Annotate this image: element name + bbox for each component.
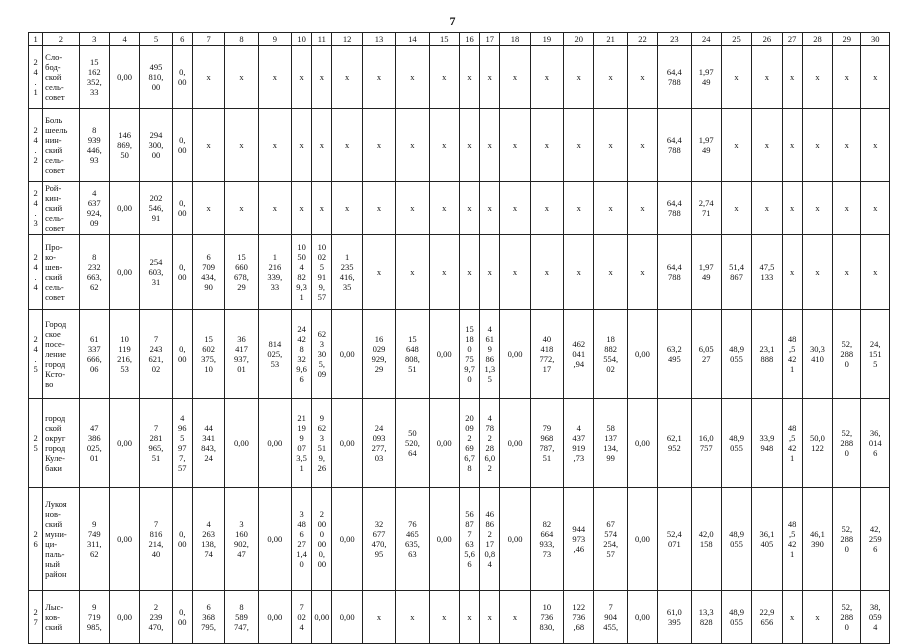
table-cell: 4 263 138, 74 — [192, 488, 224, 591]
table-cell: x — [192, 109, 224, 182]
table-cell: 2 6 — [29, 488, 43, 591]
table-cell: 8 232 663, 62 — [79, 235, 109, 310]
table-cell: 9 719 985, — [79, 591, 109, 644]
table-cell: x — [292, 46, 312, 109]
table-cell: 1,97 49 — [691, 46, 721, 109]
table-cell: 40 418 772, 17 — [530, 310, 563, 399]
table-cell: x — [459, 182, 479, 235]
table-cell: x — [500, 109, 530, 182]
table-cell: 15 660 678, 29 — [225, 235, 258, 310]
column-header: 5 — [140, 33, 172, 46]
table-cell: 10 50 4 82 9,3 1 — [292, 235, 312, 310]
table-cell: x — [627, 235, 657, 310]
table-cell: 16 029 929, 29 — [362, 310, 395, 399]
table-cell: x — [752, 109, 782, 182]
table-cell: 4 437 919 ,73 — [564, 399, 594, 488]
table-cell: x — [500, 182, 530, 235]
table-cell: 2 4 . 1 — [29, 46, 43, 109]
table-cell: x — [627, 46, 657, 109]
table-cell: x — [594, 46, 627, 109]
table-cell: x — [802, 109, 832, 182]
table-cell: 36 417 937, 01 — [225, 310, 258, 399]
table-cell: x — [530, 182, 563, 235]
table-cell: 24 093 277, 03 — [362, 399, 395, 488]
table-cell: 0,00 — [109, 399, 139, 488]
table-cell: 7 243 621, 02 — [140, 310, 172, 399]
table-cell: x — [833, 46, 861, 109]
table-cell: x — [396, 235, 429, 310]
table-cell: 46 86 2 17 0,8 4 — [480, 488, 500, 591]
table-cell: 2 4 . 4 — [29, 235, 43, 310]
table-cell: 4 61 9 86 1,3 5 — [480, 310, 500, 399]
column-header: 22 — [627, 33, 657, 46]
table-cell: x — [312, 46, 332, 109]
table-cell: 48 ,5 42 1 — [782, 310, 802, 399]
table-cell: 6,05 27 — [691, 310, 721, 399]
column-header: 2 — [43, 33, 79, 46]
column-header: 23 — [658, 33, 691, 46]
column-header: 9 — [258, 33, 291, 46]
table-cell: x — [594, 182, 627, 235]
table-cell: x — [833, 109, 861, 182]
table-cell: 46,1 390 — [802, 488, 832, 591]
table-cell: 0,00 — [332, 591, 362, 644]
table-cell: 0,00 — [429, 310, 459, 399]
table-cell: 48,9 055 — [721, 488, 751, 591]
table-cell: 4 78 2 28 6,0 2 — [480, 399, 500, 488]
table-cell: 122 736 ,68 — [564, 591, 594, 644]
table-row — [29, 235, 890, 310]
municipality-name-cell: Город ское посе- ление город Ксто- во — [43, 310, 79, 399]
table-cell: 63,2 495 — [658, 310, 691, 399]
table-cell: 79 968 787, 51 — [530, 399, 563, 488]
header-row — [29, 33, 890, 46]
municipality-name-cell: Боль шеель нин- ский сель- совет — [43, 109, 79, 182]
table-cell: x — [627, 182, 657, 235]
table-row — [29, 46, 890, 109]
table-row — [29, 109, 890, 182]
table-cell: x — [721, 46, 751, 109]
table-cell: 2 4 . 3 — [29, 182, 43, 235]
table-cell: 0,00 — [627, 488, 657, 591]
column-header: 7 — [192, 33, 224, 46]
municipality-name-cell: Про- ко- шев- ский сель- совет — [43, 235, 79, 310]
table-cell: 9 749 311, 62 — [79, 488, 109, 591]
budget-table — [28, 32, 890, 644]
table-cell: x — [564, 109, 594, 182]
table-cell: x — [480, 109, 500, 182]
table-cell: 2 5 — [29, 399, 43, 488]
table-cell: 82 664 933, 73 — [530, 488, 563, 591]
table-cell: x — [833, 182, 861, 235]
table-cell: x — [396, 109, 429, 182]
column-header: 29 — [833, 33, 861, 46]
table-cell: x — [429, 235, 459, 310]
table-cell: 495 810, 00 — [140, 46, 172, 109]
table-cell: 58 137 134, 99 — [594, 399, 627, 488]
table-cell: x — [721, 182, 751, 235]
table-row — [29, 488, 890, 591]
column-header: 10 — [292, 33, 312, 46]
table-cell: 294 300, 00 — [140, 109, 172, 182]
table-cell: 0,00 — [332, 399, 362, 488]
table-cell: 15 648 808, 51 — [396, 310, 429, 399]
table-cell: 7 816 214, 40 — [140, 488, 172, 591]
column-header: 14 — [396, 33, 429, 46]
table-cell: 0,00 — [312, 591, 332, 644]
table-cell: x — [459, 591, 479, 644]
table-cell: x — [480, 182, 500, 235]
table-cell: x — [429, 109, 459, 182]
table-cell: x — [802, 591, 832, 644]
column-header: 15 — [429, 33, 459, 46]
column-header: 1 — [29, 33, 43, 46]
municipality-name-cell: Сло- бод- ской сель- совет — [43, 46, 79, 109]
table-cell: 22,9 656 — [752, 591, 782, 644]
table-cell: x — [480, 46, 500, 109]
table-cell: x — [861, 182, 890, 235]
table-cell: 2,74 71 — [691, 182, 721, 235]
table-cell: 3 160 902, 47 — [225, 488, 258, 591]
column-header: 21 — [594, 33, 627, 46]
table-row — [29, 310, 890, 399]
table-cell: x — [258, 46, 291, 109]
table-cell: x — [802, 182, 832, 235]
page-number: 7 — [449, 14, 456, 28]
column-header: 20 — [564, 33, 594, 46]
table-cell: 48,9 055 — [721, 591, 751, 644]
table-cell: 0,00 — [627, 399, 657, 488]
table-cell: 50,0 122 — [802, 399, 832, 488]
table-cell: 814 025, 53 — [258, 310, 291, 399]
table-cell: 7 281 965, 51 — [140, 399, 172, 488]
table-cell: 10 02 5 91 9, 57 — [312, 235, 332, 310]
table-cell: 0,00 — [429, 488, 459, 591]
table-cell: 64,4 788 — [658, 109, 691, 182]
table-cell: 0,00 — [258, 399, 291, 488]
table-cell: 56 87 7 63 5,6 6 — [459, 488, 479, 591]
table-cell: 62,1 952 — [658, 399, 691, 488]
table-cell: 15 602 375, 10 — [192, 310, 224, 399]
table-cell: 0,00 — [109, 182, 139, 235]
table-cell: 64,4 788 — [658, 235, 691, 310]
table-cell: x — [861, 46, 890, 109]
table-cell: 10 119 216, 53 — [109, 310, 139, 399]
table-cell: 42, 259 6 — [861, 488, 890, 591]
table-cell: x — [292, 182, 312, 235]
column-header: 18 — [500, 33, 530, 46]
table-cell: x — [429, 46, 459, 109]
table-cell: x — [802, 46, 832, 109]
table-cell: x — [564, 182, 594, 235]
table-cell: x — [782, 591, 802, 644]
table-cell: 1 235 416, 35 — [332, 235, 362, 310]
table-cell: 0,00 — [332, 310, 362, 399]
table-cell: 0,00 — [627, 591, 657, 644]
table-cell: 0,00 — [332, 488, 362, 591]
table-cell: x — [459, 235, 479, 310]
table-cell: x — [627, 109, 657, 182]
table-cell: 36, 014 6 — [861, 399, 890, 488]
table-cell: x — [312, 182, 332, 235]
table-cell: 1,97 49 — [691, 109, 721, 182]
table-cell: 24, 151 5 — [861, 310, 890, 399]
table-cell: x — [292, 109, 312, 182]
table-cell: x — [258, 109, 291, 182]
column-header: 28 — [802, 33, 832, 46]
table-cell: x — [332, 46, 362, 109]
table-cell: 47 386 025, 01 — [79, 399, 109, 488]
table-cell: 6 368 795, — [192, 591, 224, 644]
table-cell: x — [480, 591, 500, 644]
table-cell: 0,00 — [109, 235, 139, 310]
table-cell: 0,00 — [627, 310, 657, 399]
table-cell: 30,3 410 — [802, 310, 832, 399]
table-cell: 48 ,5 42 1 — [782, 488, 802, 591]
table-cell: x — [258, 182, 291, 235]
table-cell: 44 341 843, 24 — [192, 399, 224, 488]
column-header: 19 — [530, 33, 563, 46]
table-cell: 50 520, 64 — [396, 399, 429, 488]
table-cell: 462 041 ,94 — [564, 310, 594, 399]
table-cell: x — [362, 46, 395, 109]
table-cell: 42,0 158 — [691, 488, 721, 591]
table-cell: x — [480, 235, 500, 310]
table-cell: 64,4 788 — [658, 46, 691, 109]
column-header: 16 — [459, 33, 479, 46]
table-cell: 3 48 6 27 1,4 0 — [292, 488, 312, 591]
table-cell: x — [429, 591, 459, 644]
table-cell: 0, 00 — [172, 46, 192, 109]
table-cell: x — [459, 46, 479, 109]
table-cell: 0,00 — [258, 488, 291, 591]
table-cell: x — [752, 46, 782, 109]
table-cell: x — [332, 182, 362, 235]
table-cell: 0, 00 — [172, 488, 192, 591]
table-cell: x — [530, 109, 563, 182]
table-cell: 13,3 828 — [691, 591, 721, 644]
column-header: 4 — [109, 33, 139, 46]
table-cell: 61 337 666, 06 — [79, 310, 109, 399]
municipality-name-cell: город ской округ город Куле- баки — [43, 399, 79, 488]
column-header: 11 — [312, 33, 332, 46]
table-cell: 1,97 49 — [691, 235, 721, 310]
table-cell: 15 162 352, 33 — [79, 46, 109, 109]
column-header: 30 — [861, 33, 890, 46]
table-cell: 2 7 — [29, 591, 43, 644]
table-cell: 38, 059 4 — [861, 591, 890, 644]
table-cell: 7 02 4 — [292, 591, 312, 644]
table-cell: 0, 00 — [172, 310, 192, 399]
table-cell: 6 709 434, 90 — [192, 235, 224, 310]
table-cell: x — [332, 109, 362, 182]
table-cell: 0,00 — [429, 399, 459, 488]
table-cell: x — [564, 235, 594, 310]
table-cell: x — [861, 235, 890, 310]
municipality-name-cell: Рой- кин- ский сель- совет — [43, 182, 79, 235]
table-cell: x — [782, 235, 802, 310]
municipality-name-cell: Лукоя нов- ский муни- ци- паль- ный район — [43, 488, 79, 591]
table-cell: 9 62 3 51 9, 26 — [312, 399, 332, 488]
table-cell: 2 00 0 00 0, 00 — [312, 488, 332, 591]
table-cell: x — [861, 109, 890, 182]
table-cell: x — [721, 109, 751, 182]
table-cell: 10 736 830, — [530, 591, 563, 644]
table-cell: 64,4 788 — [658, 182, 691, 235]
column-header: 26 — [752, 33, 782, 46]
table-cell: 0,00 — [109, 46, 139, 109]
table-cell: 0,00 — [500, 399, 530, 488]
table-cell: 23,1 888 — [752, 310, 782, 399]
table-cell: 24 42 8 32 9,6 6 — [292, 310, 312, 399]
table-cell: x — [833, 235, 861, 310]
column-header: 13 — [362, 33, 395, 46]
table-cell: x — [459, 109, 479, 182]
table-cell: 18 882 554, 02 — [594, 310, 627, 399]
table-cell: 16,0 757 — [691, 399, 721, 488]
table-cell: 21 19 9 07 3,5 1 — [292, 399, 312, 488]
table-cell: 0, 00 — [172, 109, 192, 182]
table-cell: x — [225, 182, 258, 235]
table-cell: x — [564, 46, 594, 109]
table-cell: 52, 288 0 — [833, 310, 861, 399]
table-cell: 4 637 924, 09 — [79, 182, 109, 235]
table-cell: 52, 288 0 — [833, 488, 861, 591]
table-cell: 76 465 635, 63 — [396, 488, 429, 591]
table-cell: 36,1 405 — [752, 488, 782, 591]
table-cell: x — [225, 109, 258, 182]
table-cell: x — [362, 591, 395, 644]
table-cell: 0, 00 — [172, 591, 192, 644]
table-cell: 51,4 867 — [721, 235, 751, 310]
table-cell: 944 973 ,46 — [564, 488, 594, 591]
table-cell: x — [396, 46, 429, 109]
column-header: 6 — [172, 33, 192, 46]
table-cell: 61,0 395 — [658, 591, 691, 644]
table-cell: 254 603, 31 — [140, 235, 172, 310]
table-cell: 48 ,5 42 1 — [782, 399, 802, 488]
table-cell: 202 546, 91 — [140, 182, 172, 235]
table-cell: x — [802, 235, 832, 310]
table-cell: 0,00 — [500, 310, 530, 399]
table-cell: x — [312, 109, 332, 182]
table-cell: 146 869, 50 — [109, 109, 139, 182]
table-cell: x — [530, 235, 563, 310]
table-cell: 8 589 747, — [225, 591, 258, 644]
table-cell: x — [500, 46, 530, 109]
table-cell: x — [396, 182, 429, 235]
column-header: 24 — [691, 33, 721, 46]
table-cell: x — [782, 46, 802, 109]
column-header: 25 — [721, 33, 751, 46]
table-cell: x — [362, 182, 395, 235]
table-cell: 0,00 — [109, 488, 139, 591]
table-cell: 2 239 470, — [140, 591, 172, 644]
table-cell: x — [500, 591, 530, 644]
table-cell: 52, 288 0 — [833, 591, 861, 644]
column-header: 8 — [225, 33, 258, 46]
table-cell: x — [752, 182, 782, 235]
table-cell: 4 96 5 97 7, 57 — [172, 399, 192, 488]
table-cell: 0,00 — [225, 399, 258, 488]
table-cell: x — [192, 46, 224, 109]
table-row — [29, 182, 890, 235]
table-cell: 32 677 470, 95 — [362, 488, 395, 591]
column-header: 3 — [79, 33, 109, 46]
table-cell: 2 4 . 5 — [29, 310, 43, 399]
table-cell: x — [594, 235, 627, 310]
table-cell: 67 574 254, 57 — [594, 488, 627, 591]
table-cell: 20 09 2 69 6,7 8 — [459, 399, 479, 488]
table-cell: 0,00 — [500, 488, 530, 591]
column-header: 12 — [332, 33, 362, 46]
table-cell: 0,00 — [109, 591, 139, 644]
table-row — [29, 591, 890, 644]
table-cell: x — [594, 109, 627, 182]
table-cell: 0, 00 — [172, 182, 192, 235]
column-header: 17 — [480, 33, 500, 46]
table-cell: 7 904 455, — [594, 591, 627, 644]
table-cell: 33,9 948 — [752, 399, 782, 488]
table-cell: 52,4 071 — [658, 488, 691, 591]
table-cell: 48,9 055 — [721, 310, 751, 399]
table-cell: x — [429, 182, 459, 235]
table-cell: x — [396, 591, 429, 644]
table-cell: 47,5 133 — [752, 235, 782, 310]
table-cell: x — [500, 235, 530, 310]
table-cell: 15 18 0 75 9,7 0 — [459, 310, 479, 399]
table-cell: 62 3 30 5, 09 — [312, 310, 332, 399]
table-cell: x — [192, 182, 224, 235]
table-cell: 8 939 446, 93 — [79, 109, 109, 182]
table-row — [29, 399, 890, 488]
column-header: 27 — [782, 33, 802, 46]
table-cell: 1 216 339, 33 — [258, 235, 291, 310]
table-cell: x — [362, 235, 395, 310]
table-cell: x — [530, 46, 563, 109]
table-cell: 2 4 . 2 — [29, 109, 43, 182]
table-cell: x — [225, 46, 258, 109]
table-cell: 0,00 — [258, 591, 291, 644]
table-cell: 52, 288 0 — [833, 399, 861, 488]
table-cell: 0, 00 — [172, 235, 192, 310]
table-cell: x — [362, 109, 395, 182]
table-cell: x — [782, 109, 802, 182]
table-cell: 48,9 055 — [721, 399, 751, 488]
municipality-name-cell: Лыс- ков- ский — [43, 591, 79, 644]
table-cell: x — [782, 182, 802, 235]
